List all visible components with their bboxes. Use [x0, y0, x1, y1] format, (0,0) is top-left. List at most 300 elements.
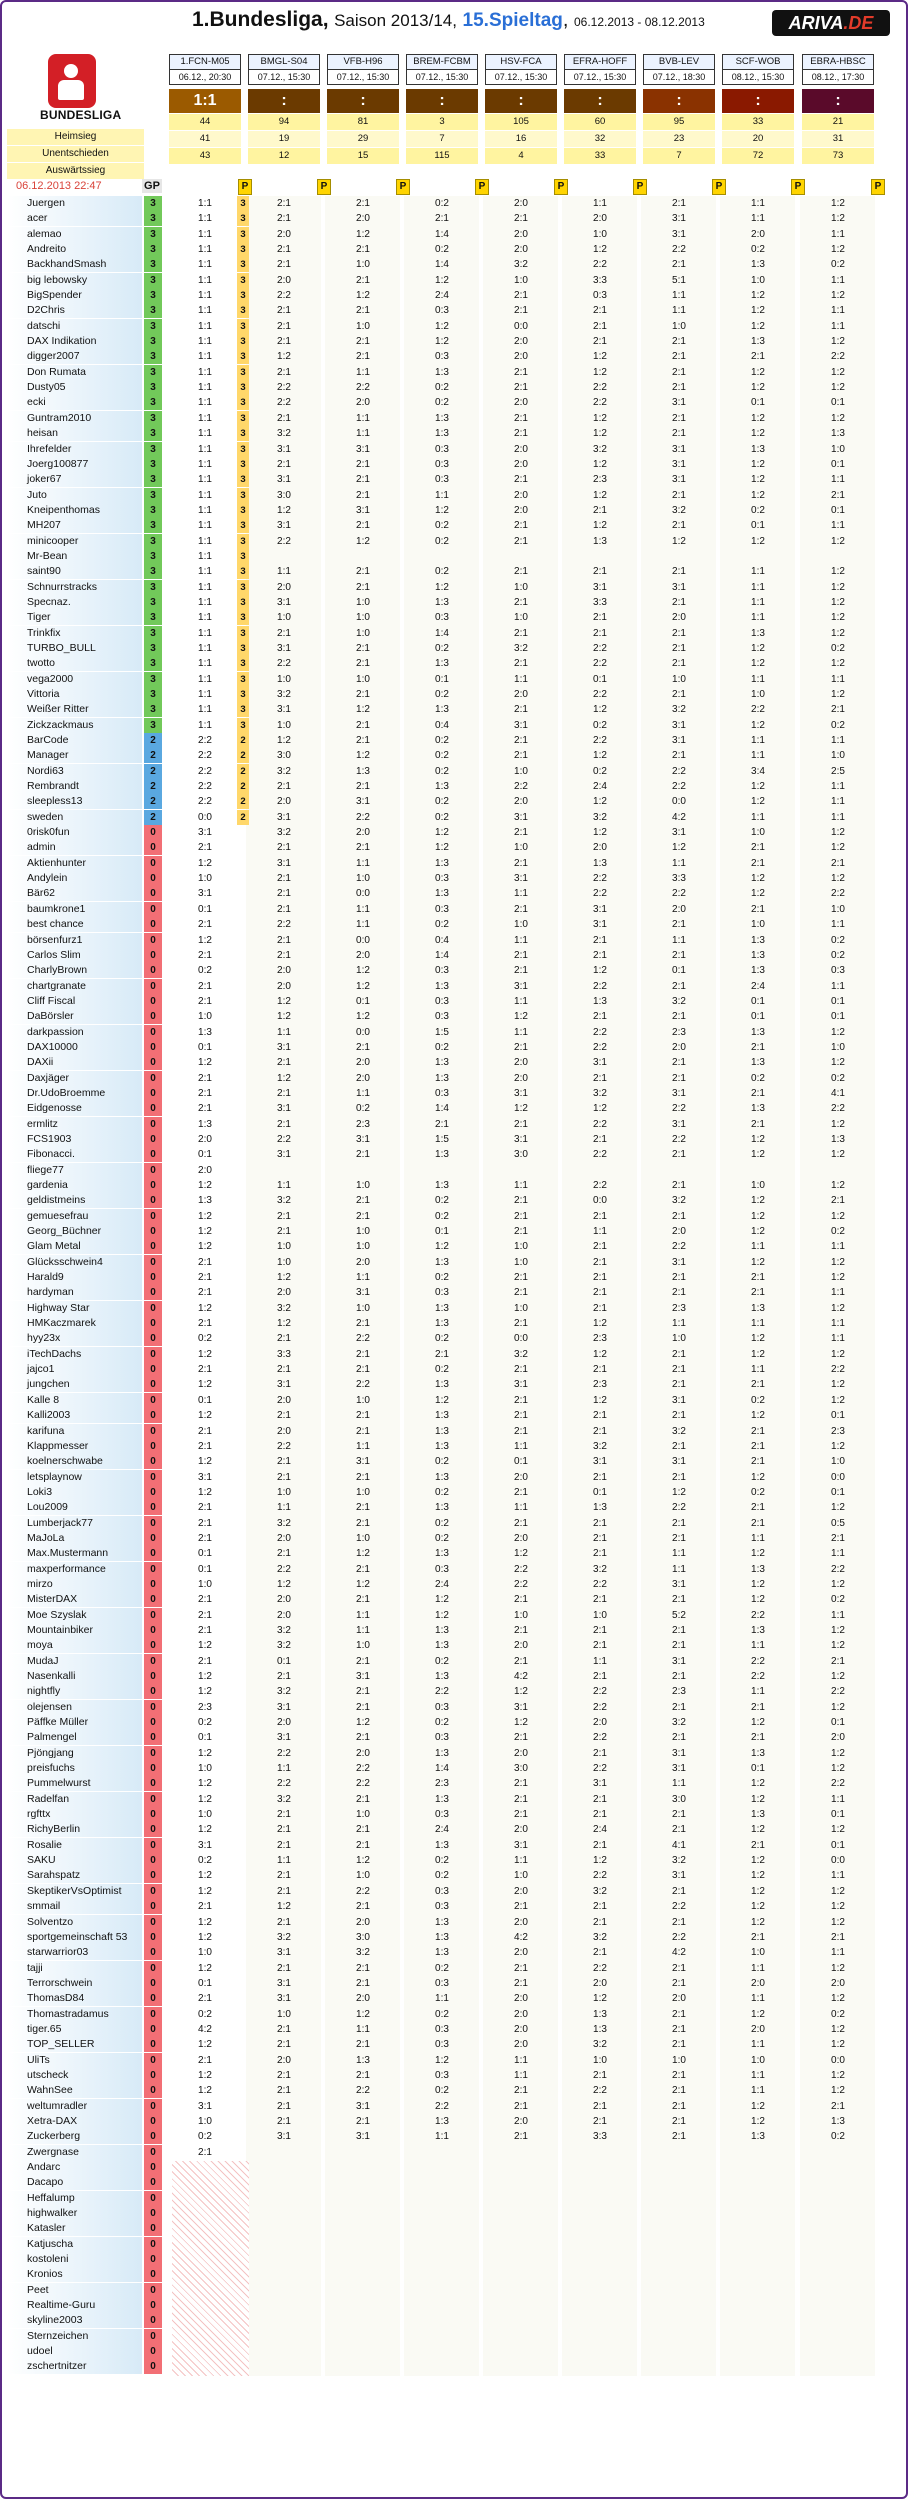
player-name[interactable]: kostoleni — [7, 2252, 142, 2267]
tip-cell: 1:1 — [751, 566, 765, 578]
tip-cell: 1:3 — [435, 1425, 449, 1437]
player-name[interactable]: TURBO_BULL — [7, 641, 142, 656]
player-name[interactable]: Juto — [7, 488, 142, 503]
player-points: 0 — [144, 2237, 162, 2252]
tip-cell: 1:4 — [435, 228, 449, 240]
tip-cell: 2:0 — [356, 827, 370, 839]
player-name[interactable]: iTechDachs — [7, 1347, 142, 1362]
player-name[interactable]: ermlitz — [7, 1117, 142, 1132]
table-row — [7, 2252, 897, 2267]
tip-cell: 0:3 — [435, 2039, 449, 2051]
match-away-count: 15 — [327, 148, 399, 164]
tip-cell: 2:1 — [514, 1901, 528, 1913]
tip-cell: 1:1 — [198, 719, 212, 731]
tip-cell: 2:0 — [356, 1747, 370, 1759]
tip-cell: 1:2 — [831, 1256, 845, 1268]
player-name[interactable]: chartgranate — [7, 979, 142, 994]
tip-cell: 3:1 — [514, 719, 528, 731]
player-name[interactable]: Lou2009 — [7, 1500, 142, 1515]
player-name[interactable]: Päffke Müller — [7, 1715, 142, 1730]
player-name[interactable]: jajco1 — [7, 1362, 142, 1377]
player-name[interactable]: highwalker — [7, 2206, 142, 2221]
tip-cell: 2:1 — [435, 1118, 449, 1130]
player-name[interactable]: Dusty05 — [7, 380, 142, 395]
tip-cell: 1:0 — [277, 2008, 291, 2020]
tip-cell: 1:3 — [435, 1502, 449, 1514]
tip-cell: 2:1 — [356, 1824, 370, 1836]
player-name[interactable]: Kalli2003 — [7, 1408, 142, 1423]
tip-cell: 2:2 — [277, 1747, 291, 1759]
tip-cell: 2:1 — [356, 1793, 370, 1805]
player-name[interactable]: Don Rumata — [7, 365, 142, 380]
tip-cell: 2:1 — [672, 1977, 686, 1989]
player-name[interactable]: maxperformance — [7, 1562, 142, 1577]
table-row — [7, 2068, 897, 2083]
player-name[interactable]: best chance — [7, 917, 142, 932]
player-name[interactable]: Bär62 — [7, 886, 142, 901]
player-name[interactable]: Mountainbiker — [7, 1623, 142, 1638]
tip-cell: 1:1 — [514, 2054, 528, 2066]
player-name[interactable]: Aktienhunter — [7, 856, 142, 871]
table-row — [7, 1071, 897, 1086]
tip-cell: 2:2 — [277, 919, 291, 931]
ariva-logo[interactable] — [772, 10, 890, 36]
tip-cell: 2:1 — [356, 458, 370, 470]
tip-cell: 1:3 — [435, 1671, 449, 1682]
player-points: 0 — [144, 1945, 162, 1960]
player-points: 0 — [144, 1976, 162, 1991]
player-name[interactable]: Kneipenthomas — [7, 503, 142, 518]
player-name[interactable]: Zwergnase — [7, 2145, 142, 2160]
tip-cell: 1:3 — [435, 1072, 449, 1084]
player-name[interactable]: Andylein — [7, 871, 142, 886]
player-name[interactable]: Tiger — [7, 610, 142, 625]
tip-cell: 1:2 — [751, 1256, 765, 1268]
player-name[interactable]: Moe Szyslak — [7, 1608, 142, 1623]
player-name[interactable]: fliege77 — [7, 1163, 142, 1178]
player-name[interactable]: udoel — [7, 2344, 142, 2359]
table-row — [7, 1025, 897, 1040]
player-name[interactable]: Glam Metal — [7, 1239, 142, 1254]
tip-cell: 1:1 — [356, 857, 370, 869]
tip-cell: 0:2 — [831, 2131, 845, 2143]
player-name[interactable]: Harald9 — [7, 1270, 142, 1285]
table-row — [7, 1439, 897, 1454]
player-name[interactable]: MH207 — [7, 518, 142, 533]
player-name[interactable]: BarCode — [7, 733, 142, 748]
player-name[interactable]: hyy23x — [7, 1331, 142, 1346]
player-name[interactable]: RichyBerlin — [7, 1822, 142, 1837]
tip-cell: 1:1 — [751, 1686, 765, 1698]
player-points: 0 — [144, 1470, 162, 1485]
tip-cell: 2:4 — [435, 1578, 449, 1590]
tip-cell: 2:1 — [198, 1901, 212, 1913]
player-points: 0 — [144, 1531, 162, 1546]
tip-cell: 1:1 — [831, 673, 845, 685]
player-name[interactable]: DAXii — [7, 1055, 142, 1070]
player-name[interactable]: börsenfurz1 — [7, 933, 142, 948]
tip-points: 3 — [237, 334, 249, 349]
player-name[interactable]: Guntram2010 — [7, 411, 142, 426]
tip-cell: 2:1 — [198, 1318, 212, 1330]
player-name[interactable]: sweden — [7, 810, 142, 825]
tip-cell: 0:2 — [435, 566, 449, 578]
player-name[interactable]: UliTs — [7, 2053, 142, 2068]
player-points: 0 — [144, 1899, 162, 1914]
player-name[interactable]: baumkrone1 — [7, 902, 142, 917]
player-name[interactable]: SkeptikerVsOptimist — [7, 1884, 142, 1899]
player-name[interactable]: Sarahspatz — [7, 1868, 142, 1883]
player-name[interactable]: Zuckerberg — [7, 2129, 142, 2144]
player-name[interactable]: Katasler — [7, 2221, 142, 2236]
player-name[interactable]: digger2007 — [7, 349, 142, 364]
stat-label-home: Heimsieg — [7, 129, 144, 145]
player-name[interactable]: Weißer Ritter — [7, 702, 142, 717]
tip-cell: 2:1 — [672, 2069, 686, 2081]
player-name[interactable]: minicooper — [7, 534, 142, 549]
tip-cell: 2:0 — [514, 1916, 528, 1928]
tip-cell: 1:0 — [356, 1486, 370, 1498]
tip-cell: 2:2 — [672, 1502, 686, 1514]
tip-cell: 2:2 — [831, 888, 845, 900]
player-name[interactable]: ecki — [7, 395, 142, 410]
table-row — [7, 1700, 897, 1715]
tip-cell: 1:2 — [198, 1348, 212, 1360]
player-name[interactable]: olejensen — [7, 1700, 142, 1715]
player-points: 3 — [144, 257, 162, 272]
player-points: 0 — [144, 2206, 162, 2221]
tip-cell: 1:3 — [356, 2054, 370, 2066]
player-name[interactable]: Dacapo — [7, 2175, 142, 2190]
match-header — [722, 54, 794, 164]
player-name[interactable]: Realtime-Guru — [7, 2298, 142, 2313]
player-name[interactable]: Mr-Bean — [7, 549, 142, 564]
tip-cell: 0:3 — [831, 965, 845, 977]
tip-cell: 0:2 — [435, 1870, 449, 1882]
tip-cell: 2:2 — [751, 1609, 765, 1621]
player-name[interactable]: Rosalie — [7, 1838, 142, 1853]
player-points: 3 — [144, 365, 162, 380]
player-name[interactable]: ThomasD84 — [7, 1991, 142, 2006]
table-row — [7, 656, 897, 671]
tip-cell: 3:1 — [277, 596, 291, 608]
tip-cell: 2:1 — [672, 1594, 686, 1606]
tip-cell: 1:0 — [514, 842, 528, 854]
match-away-count: 115 — [406, 148, 478, 164]
player-points: 0 — [144, 2129, 162, 2144]
player-name[interactable]: jungchen — [7, 1377, 142, 1392]
match-draw-count: 7 — [406, 131, 478, 147]
player-name[interactable]: DAX Indikation — [7, 334, 142, 349]
tip-cell: 1:0 — [831, 903, 845, 915]
tip-cell: 2:0 — [514, 1640, 528, 1652]
player-name[interactable]: geldistmeins — [7, 1193, 142, 1208]
player-name[interactable]: tiger.65 — [7, 2022, 142, 2037]
tip-cell: 2:1 — [277, 1333, 291, 1345]
tip-cell: 1:2 — [198, 1916, 212, 1928]
tip-cell: 2:1 — [672, 2131, 686, 2143]
tip-cell: 1:3 — [751, 2131, 765, 2143]
player-name[interactable]: Juergen — [7, 196, 142, 211]
tip-cell: 2:1 — [198, 1440, 212, 1452]
player-name[interactable]: Glücksschwein4 — [7, 1255, 142, 1270]
tip-cell: 0:3 — [435, 2023, 449, 2035]
tip-cell: 2:1 — [672, 1916, 686, 1928]
player-name[interactable]: gardenia — [7, 1178, 142, 1193]
player-name[interactable]: preisfuchs — [7, 1761, 142, 1776]
player-name[interactable]: alemao — [7, 227, 142, 242]
player-name[interactable]: Peet — [7, 2283, 142, 2298]
player-name[interactable]: Zickzackmaus — [7, 718, 142, 733]
tip-cell: 2:0 — [672, 1226, 686, 1238]
tip-cell: 2:1 — [198, 1502, 212, 1514]
tip-cell: 1:2 — [356, 1855, 370, 1867]
player-name[interactable]: Nasenkalli — [7, 1669, 142, 1684]
player-name[interactable]: Rembrandt — [7, 779, 142, 794]
player-name[interactable]: Loki3 — [7, 1485, 142, 1500]
tip-cell: 1:2 — [593, 965, 607, 977]
player-name[interactable]: Daxjäger — [7, 1071, 142, 1086]
player-points: 0 — [144, 2344, 162, 2359]
player-name[interactable]: heisan — [7, 426, 142, 441]
player-name[interactable]: Solventzo — [7, 1915, 142, 1930]
player-name[interactable]: acer — [7, 211, 142, 226]
tip-cell: 2:1 — [672, 1824, 686, 1836]
tip-cell: 1:1 — [514, 1026, 528, 1038]
player-name[interactable]: saint90 — [7, 564, 142, 579]
player-name[interactable]: HMKaczmarek — [7, 1316, 142, 1331]
player-name[interactable]: Lumberjack77 — [7, 1516, 142, 1531]
tip-cell: 2:1 — [356, 735, 370, 747]
tip-cell: 3:1 — [514, 811, 528, 823]
player-name[interactable]: smmail — [7, 1899, 142, 1914]
player-name[interactable]: zschertnitzer — [7, 2359, 142, 2374]
player-name[interactable]: darkpassion — [7, 1025, 142, 1040]
player-name[interactable]: SAKU — [7, 1853, 142, 1868]
tip-cell: 1:0 — [514, 765, 528, 777]
tip-cell: 2:1 — [672, 351, 686, 363]
match-header — [802, 54, 874, 164]
tip-points: 3 — [237, 365, 249, 380]
player-name[interactable]: BackhandSmash — [7, 257, 142, 272]
tip-cell: 2:1 — [198, 980, 212, 992]
player-name[interactable]: starwarrior03 — [7, 1945, 142, 1960]
player-name[interactable]: Nordi63 — [7, 764, 142, 779]
player-name[interactable]: Max.Mustermann — [7, 1546, 142, 1561]
tip-cell: 0:3 — [435, 965, 449, 977]
tip-cell: 1:1 — [198, 581, 212, 593]
player-name[interactable]: Klappmesser — [7, 1439, 142, 1454]
player-name[interactable]: Highway Star — [7, 1301, 142, 1316]
player-name[interactable]: Eidgenosse — [7, 1101, 142, 1116]
player-name[interactable]: letsplaynow — [7, 1470, 142, 1485]
tip-cell: 1:1 — [514, 934, 528, 946]
table-row — [7, 1408, 897, 1423]
player-name[interactable]: admin — [7, 840, 142, 855]
player-name[interactable]: Georg_Büchner — [7, 1224, 142, 1239]
player-name[interactable]: BigSpender — [7, 288, 142, 303]
tip-cell: 1:2 — [831, 1901, 845, 1913]
tip-cell: 1:3 — [593, 995, 607, 1007]
tip-cell: 2:1 — [356, 566, 370, 578]
player-name[interactable]: koelnerschwabe — [7, 1454, 142, 1469]
tip-cell: 1:3 — [435, 412, 449, 424]
title-spieltag-link[interactable]: 15.Spieltag — [462, 10, 563, 31]
player-name[interactable]: Heffalump — [7, 2191, 142, 2206]
table-row — [7, 1945, 897, 1960]
tip-cell: 0:2 — [356, 1103, 370, 1115]
tip-cell: 2:2 — [356, 1885, 370, 1897]
player-name[interactable]: weltumradler — [7, 2099, 142, 2114]
tip-cell: 1:1 — [356, 1624, 370, 1636]
player-name[interactable]: MisterDAX — [7, 1592, 142, 1607]
player-name[interactable]: Kronios — [7, 2267, 142, 2282]
tip-cell: 3:1 — [672, 213, 686, 225]
tip-cell: 3:2 — [593, 1087, 607, 1099]
player-name[interactable]: Andarc — [7, 2160, 142, 2175]
tip-cell: 2:1 — [672, 2023, 686, 2035]
tip-cell: 1:2 — [751, 1133, 765, 1145]
table-row — [7, 242, 897, 257]
player-name[interactable]: Palmengel — [7, 1730, 142, 1745]
tip-cell: 2:1 — [356, 1364, 370, 1376]
player-name[interactable]: sportgemeinschaft 53 — [7, 1930, 142, 1945]
tip-cell: 1:1 — [198, 412, 212, 424]
player-name[interactable]: Carlos Slim — [7, 948, 142, 963]
player-name[interactable]: Schnurrstracks — [7, 580, 142, 595]
tip-cell: 2:1 — [514, 1425, 528, 1437]
player-name[interactable]: Xetra-DAX — [7, 2114, 142, 2129]
player-name[interactable]: utscheck — [7, 2068, 142, 2083]
player-name[interactable]: datschi — [7, 319, 142, 334]
tip-cell: 2:1 — [672, 2085, 686, 2097]
player-name[interactable]: D2Chris — [7, 303, 142, 318]
player-name[interactable]: MaJoLa — [7, 1531, 142, 1546]
player-name[interactable]: Thomastradamus — [7, 2007, 142, 2022]
tip-cell: 1:2 — [751, 642, 765, 654]
player-name[interactable]: Pjöngjang — [7, 1746, 142, 1761]
player-points: 0 — [144, 2252, 162, 2267]
tip-cell: 1:1 — [198, 596, 212, 608]
tip-cell: 2:1 — [514, 1364, 528, 1376]
player-name[interactable]: DaBörsler — [7, 1009, 142, 1024]
player-name[interactable]: twotto — [7, 656, 142, 671]
tip-cell: 2:1 — [356, 1410, 370, 1422]
player-name[interactable]: Cliff Fiscal — [7, 994, 142, 1009]
player-name[interactable]: DAX10000 — [7, 1040, 142, 1055]
tip-cell: 1:1 — [831, 980, 845, 992]
player-name[interactable]: Trinkfix — [7, 626, 142, 641]
player-name[interactable]: Fibonacci. — [7, 1147, 142, 1162]
tip-cell: 2:0 — [751, 1977, 765, 1989]
tip-cell: 0:2 — [593, 719, 607, 731]
tip-cell: 0:2 — [435, 1717, 449, 1729]
tip-cell: 2:1 — [831, 1532, 845, 1544]
player-name[interactable]: nightfly — [7, 1684, 142, 1699]
tip-points: 3 — [237, 457, 249, 472]
player-name[interactable]: joker67 — [7, 472, 142, 487]
player-name[interactable]: Joerg100877 — [7, 457, 142, 472]
tip-cell: 3:2 — [593, 1440, 607, 1452]
player-name[interactable]: hardyman — [7, 1285, 142, 1300]
player-name[interactable]: tajji — [7, 1961, 142, 1976]
tip-cell: 1:1 — [356, 412, 370, 424]
tip-cell: 2:1 — [593, 1011, 607, 1023]
tip-cell: 2:1 — [277, 781, 291, 793]
tip-cell: 3:1 — [356, 1287, 370, 1299]
player-name[interactable]: Andreito — [7, 242, 142, 257]
player-name[interactable]: gemuesefrau — [7, 1209, 142, 1224]
player-name[interactable]: big lebowsky — [7, 273, 142, 288]
player-name[interactable]: Radelfan — [7, 1792, 142, 1807]
player-name[interactable]: Terrorschwein — [7, 1976, 142, 1991]
table-row — [7, 902, 897, 917]
tip-cell: 0:3 — [593, 290, 607, 302]
player-name[interactable]: Sternzeichen — [7, 2329, 142, 2344]
player-name[interactable]: 0risk0fun — [7, 825, 142, 840]
player-name[interactable]: skyline2003 — [7, 2313, 142, 2328]
player-name[interactable]: vega2000 — [7, 672, 142, 687]
player-name[interactable]: karifuna — [7, 1424, 142, 1439]
table-row — [7, 1500, 897, 1515]
match-kickoff: 07.12., 15:30 — [406, 70, 478, 85]
tip-cell: 2:1 — [198, 1993, 212, 2005]
player-name[interactable]: Kalle 8 — [7, 1393, 142, 1408]
player-points: 0 — [144, 1239, 162, 1254]
player-name[interactable]: Manager — [7, 748, 142, 763]
player-name[interactable]: Vittoria — [7, 687, 142, 702]
player-name[interactable]: mirzo — [7, 1577, 142, 1592]
tip-cell: 2:2 — [356, 1778, 370, 1790]
tip-cell: 2:1 — [672, 1517, 686, 1529]
player-name[interactable]: moya — [7, 1638, 142, 1653]
tip-cell: 0:2 — [831, 719, 845, 731]
table-row — [7, 1055, 897, 1070]
player-points: 3 — [144, 273, 162, 288]
p-header: P — [712, 179, 726, 195]
tip-cell: 2:0 — [198, 1133, 212, 1145]
player-name[interactable]: Specnaz. — [7, 595, 142, 610]
tip-cell: 1:2 — [751, 535, 765, 547]
tip-cell: 1:2 — [277, 1318, 291, 1330]
player-name[interactable]: Pummelwurst — [7, 1776, 142, 1791]
player-name[interactable]: FCS1903 — [7, 1132, 142, 1147]
player-name[interactable]: rgfttx — [7, 1807, 142, 1822]
player-name[interactable]: TOP_SELLER — [7, 2037, 142, 2052]
tip-cell: 2:1 — [277, 305, 291, 317]
player-name[interactable]: sleepless13 — [7, 794, 142, 809]
tip-cell: 1:0 — [356, 1226, 370, 1238]
player-name[interactable]: Katjuscha — [7, 2237, 142, 2252]
tip-cell: 2:1 — [277, 2069, 291, 2081]
player-name[interactable]: CharlyBrown — [7, 963, 142, 978]
tip-cell: 2:2 — [277, 1440, 291, 1452]
player-name[interactable]: WahnSee — [7, 2083, 142, 2098]
tip-cell: 1:0 — [277, 1241, 291, 1253]
tip-cell: 2:1 — [514, 1394, 528, 1406]
player-name[interactable]: Ihrefelder — [7, 442, 142, 457]
player-name[interactable]: MudaJ — [7, 1654, 142, 1669]
tip-cell: 0:1 — [751, 397, 765, 409]
tip-cell: 0:2 — [435, 2008, 449, 2020]
tip-cell: 2:1 — [831, 704, 845, 716]
tip-cell: 0:3 — [435, 1809, 449, 1821]
player-name[interactable]: Dr.UdoBroemme — [7, 1086, 142, 1101]
tip-cell: 1:1 — [198, 520, 212, 532]
tip-cell: 2:1 — [277, 366, 291, 378]
tip-cell: 0:1 — [831, 1011, 845, 1023]
tip-cell: 2:1 — [198, 919, 212, 931]
